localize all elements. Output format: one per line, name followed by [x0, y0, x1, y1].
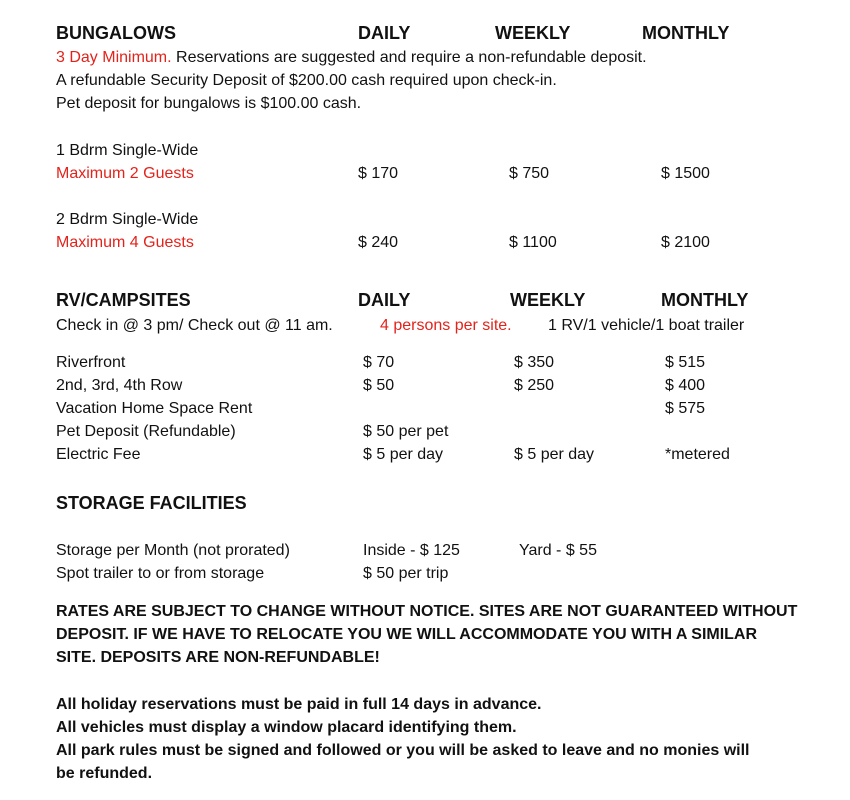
rule-line: be refunded. [56, 765, 153, 782]
rv-row-monthly: $ 515 [665, 354, 706, 371]
unit-daily-rate: $ 170 [358, 165, 399, 182]
rv-row-label: 2nd, 3rd, 4th Row [56, 377, 183, 394]
unit-monthly-rate: $ 2100 [661, 234, 710, 251]
rv-heading: RV/CAMPSITES [56, 290, 191, 310]
minimum-stay-note: 3 Day Minimum. [56, 49, 172, 66]
notice-line: DEPOSIT. IF WE HAVE TO RELOCATE YOU WE WILL ACCOMMODATE YOU WITH A SIMILAR [56, 626, 758, 643]
storage-heading: STORAGE FACILITIES [56, 493, 247, 513]
park-rules [56, 693, 836, 785]
rv-row-monthly: $ 575 [665, 400, 706, 417]
rv-row-label: Riverfront [56, 354, 126, 371]
rates-notice [56, 600, 836, 669]
unit-weekly-rate: $ 1100 [509, 234, 557, 251]
unit-guest-limit: Maximum 2 Guests [56, 165, 194, 182]
bungalows-monthly-header: MONTHLY [642, 23, 730, 43]
storage-row-label: Spot trailer to or from storage [56, 565, 265, 582]
unit-name: 2 Bdrm Single-Wide [56, 211, 199, 228]
unit-monthly-rate: $ 1500 [661, 165, 710, 182]
rv-row-label: Pet Deposit (Refundable) [56, 423, 236, 440]
rule-line: All park rules must be signed and followed or you will be asked to leave and no monies will [56, 742, 750, 759]
rv-row-monthly: $ 400 [665, 377, 706, 394]
checkin-note: Check in @ 3 pm/ Check out @ 11 am. [56, 317, 333, 334]
rv-row-weekly: $ 5 per day [514, 446, 595, 463]
storage-row-inside: Inside - $ 125 [363, 542, 460, 559]
bungalows-weekly-header: WEEKLY [495, 23, 571, 43]
rv-row-weekly: $ 250 [514, 377, 555, 394]
unit-weekly-rate: $ 750 [509, 165, 550, 182]
rv-row-daily: $ 50 [363, 377, 395, 394]
rv-row-daily: $ 5 per day [363, 446, 444, 463]
notice-line: RATES ARE SUBJECT TO CHANGE WITHOUT NOTICE. SITES ARE NOT GUARANTEED WITHOUT [56, 603, 798, 620]
pet-deposit-note: Pet deposit for bungalows is $100.00 cash. [56, 95, 362, 112]
storage-row-yard: Yard - $ 55 [519, 542, 597, 559]
rv-row-daily: $ 70 [363, 354, 395, 371]
storage-row-label: Storage per Month (not prorated) [56, 542, 290, 559]
notice-line: SITE. DEPOSITS ARE NON-REFUNDABLE! [56, 649, 380, 666]
rv-row-daily: $ 50 per pet [363, 423, 449, 440]
rule-line: All vehicles must display a window placard identifying them. [56, 719, 517, 736]
rv-daily-header: DAILY [358, 290, 411, 310]
rv-row-monthly: *metered [665, 446, 730, 463]
reservation-text: Reservations are suggested and require a non-refundable deposit. [171, 49, 647, 66]
bungalows-daily-header: DAILY [358, 23, 411, 43]
rv-row-label: Vacation Home Space Rent [56, 400, 253, 417]
security-deposit-note: A refundable Security Deposit of $200.00 cash required upon check-in. [56, 72, 557, 89]
bungalows-heading: BUNGALOWS [56, 23, 176, 43]
rv-weekly-header: WEEKLY [510, 290, 586, 310]
persons-per-site-note: 4 persons per site. [380, 317, 512, 334]
unit-guest-limit: Maximum 4 Guests [56, 234, 194, 251]
storage-row-inside: $ 50 per trip [363, 565, 449, 582]
unit-name: 1 Bdrm Single-Wide [56, 142, 199, 159]
unit-daily-rate: $ 240 [358, 234, 399, 251]
rv-row-label: Electric Fee [56, 446, 141, 463]
rv-row-weekly: $ 350 [514, 354, 555, 371]
bungalows-reservation-note [56, 48, 647, 68]
rv-monthly-header: MONTHLY [661, 290, 749, 310]
rule-line: All holiday reservations must be paid in full 14 days in advance. [56, 696, 542, 713]
vehicle-limit-note: 1 RV/1 vehicle/1 boat trailer [548, 317, 745, 334]
